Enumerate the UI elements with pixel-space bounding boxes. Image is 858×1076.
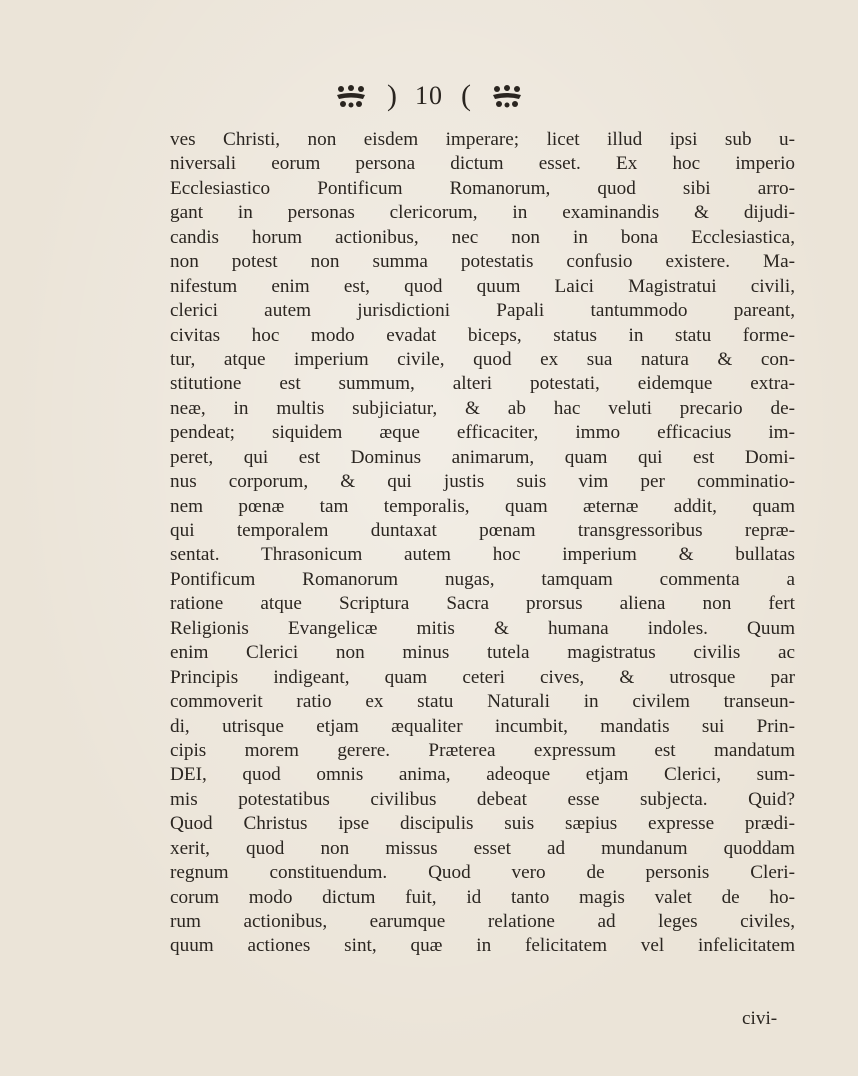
text-line: qui temporalem duntaxat pœnam transgressoribus repræ- xyxy=(170,520,795,541)
text-line: regnum constituendum. Quod vero de personis Cleri- xyxy=(170,862,795,884)
text-line: ratione atque Scriptura Sacra prorsus aliena non fert xyxy=(170,593,795,615)
text-line: di, utrisque etjam æqualiter incumbit, mandatis sui Prin- xyxy=(170,715,795,737)
text-line: neæ, in multis subjiciatur, & ab hac veluti precario de- xyxy=(170,397,795,419)
text-line: cipis morem gerere. Præterea expressum est mandatum xyxy=(170,739,795,761)
header-open-paren: ) xyxy=(387,79,397,112)
catchword: civi- xyxy=(742,1008,778,1029)
text-line: nus corporum, & qui justis suis vim per comminatio- xyxy=(170,471,795,493)
text-line: gant in personas clericorum, in examinandis & dijudi- xyxy=(170,202,795,224)
text-line: candis horum actionibus, nec non in bona Ecclesiastica, xyxy=(170,226,795,248)
text-line: mis potestatibus civilibus debeat esse subjecta. Quid? xyxy=(170,788,795,810)
text-line: commoverit ratio ex statu Naturali in civilem transeun- xyxy=(170,691,795,713)
text-line: sentat. Thrasonicum autem hoc imperium & bullatas xyxy=(170,544,795,566)
right-ornament-icon xyxy=(489,83,525,109)
text-line: nem pœnæ tam temporalis, quam æternæ addit, quam xyxy=(170,495,795,517)
text-line: quum actiones sint, quæ in felicitatem vel infelicitatem xyxy=(170,935,795,957)
text-line: Principis indigeant, quam ceteri cives, & utrosque par xyxy=(170,666,795,688)
text-line: non potest non summa potestatis confusio existere. Ma- xyxy=(170,251,795,273)
text-line: corum modo dictum fuit, id tanto magis valet de ho- xyxy=(170,886,795,908)
text-line: niversali eorum persona dictum esset. Ex hoc imperio xyxy=(170,153,795,175)
text-line: xerit, quod non missus esset ad mundanum quoddam xyxy=(170,837,795,859)
text-line: Religionis Evangelicæ mitis & humana indoles. Quum xyxy=(170,617,795,639)
text-line: Ecclesiastico Pontificum Romanorum, quod sibi arro- xyxy=(170,177,795,199)
text-line: pendeat; siquidem æque efficaciter, immo efficacius im- xyxy=(170,422,795,444)
page-number: 10 xyxy=(415,81,443,110)
header-close-paren: ( xyxy=(461,79,471,112)
left-ornament-icon xyxy=(333,83,369,109)
text-line: civitas hoc modo evadat biceps, status in statu forme- xyxy=(170,324,795,346)
text-line: peret, qui est Dominus animarum, quam qui est Domi- xyxy=(170,446,795,468)
text-line: nifestum enim est, quod quum Laici Magistratui civili, xyxy=(170,275,795,297)
text-line: rum actionibus, earumque relatione ad leges civiles, xyxy=(170,911,795,932)
text-line: ves Christi, non eisdem imperare; licet illud ipsi sub u- xyxy=(170,129,795,150)
text-line: Pontificum Romanorum nugas, tamquam commenta a xyxy=(170,568,795,590)
text-line: enim Clerici non minus tutela magistratus civilis ac xyxy=(170,642,795,664)
text-line: stitutione est summum, alteri potestati, eidemque extra- xyxy=(170,373,795,395)
text-line: DEI, quod omnis anima, adeoque etjam Clerici, sum- xyxy=(170,764,795,786)
body-text xyxy=(170,128,795,959)
text-line: Quod Christus ipse discipulis suis sæpius expresse prædi- xyxy=(170,813,795,835)
text-line: clerici autem jurisdictioni Papali tantummodo pareant, xyxy=(170,300,795,322)
text-line: tur, atque imperium civile, quod ex sua natura & con- xyxy=(170,348,795,370)
page-header xyxy=(0,78,858,114)
